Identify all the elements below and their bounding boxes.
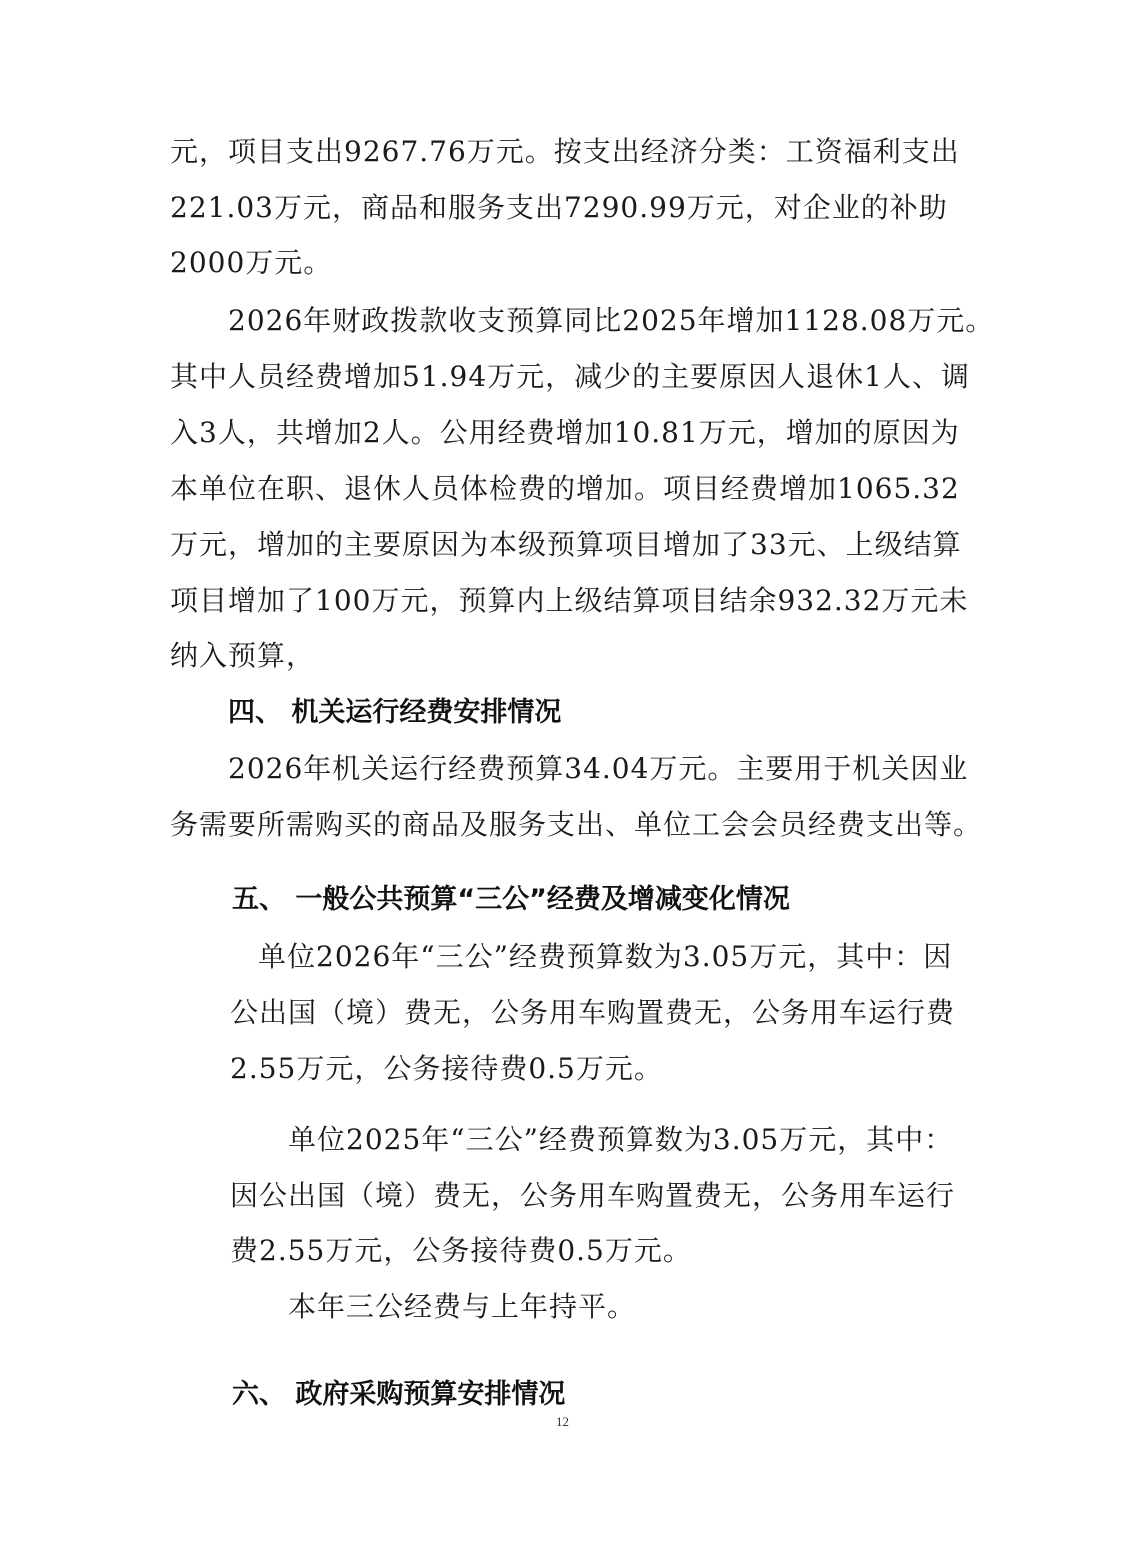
page-number: 12 bbox=[556, 1414, 569, 1429]
body-line: 本年三公经费与上年持平。 bbox=[288, 1290, 637, 1323]
body-line: 2026年机关运行经费预算34.04万元。主要用于机关因业 bbox=[228, 752, 969, 785]
body-line: 公出国（境）费无，公务用车购置费无，公务用车运行费 bbox=[230, 996, 956, 1029]
body-line: 务需要所需购买的商品及服务支出、单位工会会员经费支出等。 bbox=[170, 808, 983, 841]
body-line: 入3人，共增加2人。公用经费增加10.81万元，增加的原因为 bbox=[170, 416, 960, 449]
body-line: 221.03万元，商品和服务支出7290.99万元，对企业的补助 bbox=[170, 191, 948, 224]
body-line: 纳入预算， bbox=[170, 639, 316, 672]
body-line: 因公出国（境）费无，公务用车购置费无，公务用车运行 bbox=[230, 1179, 956, 1212]
body-line: 2.55万元，公务接待费0.5万元。 bbox=[230, 1052, 663, 1085]
body-line: 项目增加了100万元，预算内上级结算项目结余932.32万元未 bbox=[170, 584, 969, 617]
body-line: 2000万元。 bbox=[170, 246, 333, 279]
section-heading: 六、 政府采购预算安排情况 bbox=[232, 1379, 566, 1410]
section-heading: 四、 机关运行经费安排情况 bbox=[228, 697, 562, 728]
body-line: 其中人员经费增加51.94万元，减少的主要原因人退休1人、调 bbox=[170, 360, 970, 393]
body-line: 单位2025年“三公”经费预算数为3.05万元，其中： bbox=[288, 1123, 954, 1156]
body-line: 2026年财政拨款收支预算同比2025年增加1128.08万元。 bbox=[228, 304, 995, 337]
section-heading: 五、 一般公共预算“三公”经费及增减变化情况 bbox=[232, 884, 790, 915]
body-line: 费2.55万元，公务接待费0.5万元。 bbox=[230, 1234, 692, 1267]
body-line: 单位2026年“三公”经费预算数为3.05万元，其中：因 bbox=[258, 940, 953, 973]
body-line: 本单位在职、退休人员体检费的增加。项目经费增加1065.32 bbox=[170, 472, 960, 505]
body-line: 元，项目支出9267.76万元。按支出经济分类：工资福利支出 bbox=[170, 135, 960, 168]
body-line: 万元，增加的主要原因为本级预算项目增加了33元、上级结算 bbox=[170, 528, 962, 561]
